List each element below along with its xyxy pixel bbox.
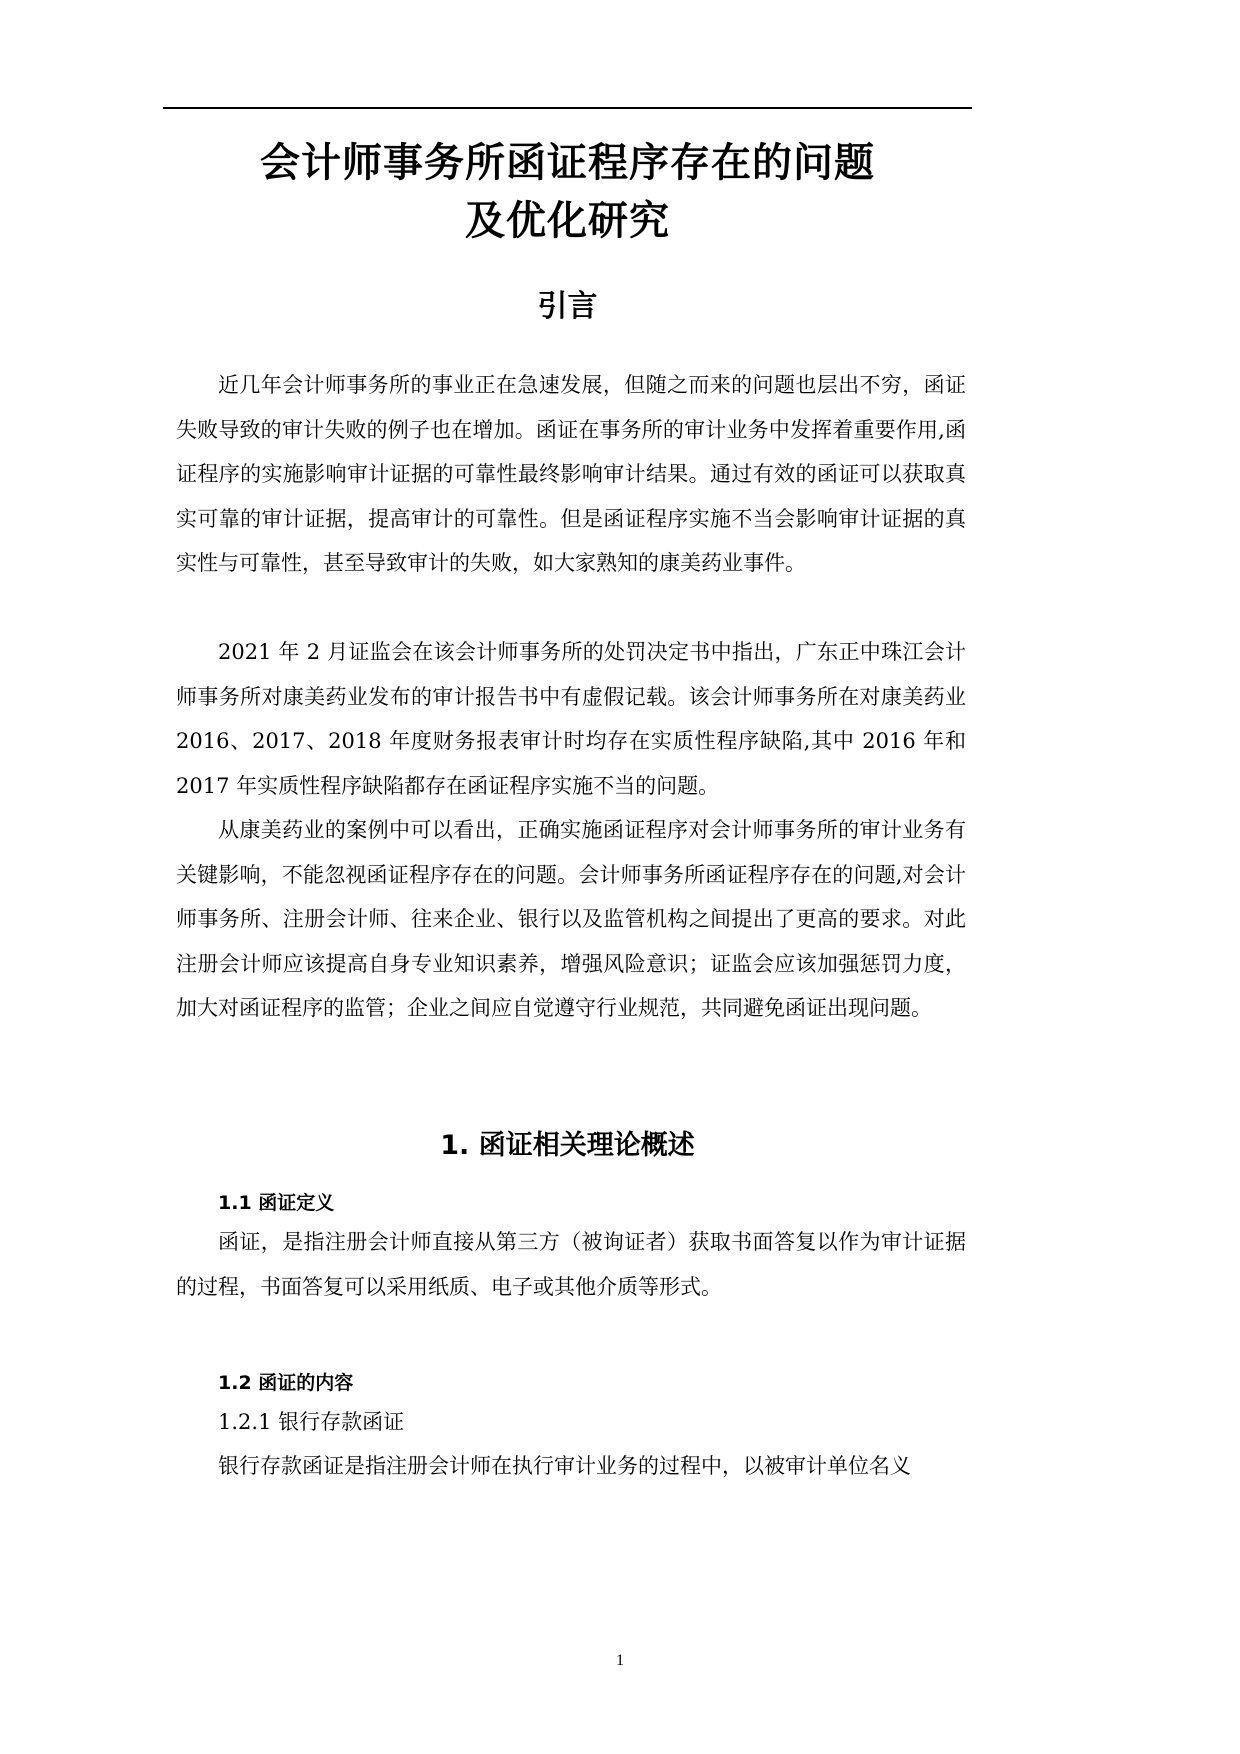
intro-heading: 引言 bbox=[537, 289, 598, 324]
bank-deposit-paragraph: 银行存款函证是指注册会计师在执行审计业务的过程中，以被审计单位名义 bbox=[218, 1454, 911, 1478]
subsection-1-2-heading: 1.2 函证的内容 bbox=[218, 1372, 354, 1394]
definition-paragraph: 函证，是指注册会计师直接从第三方（被询证者）获取书面答复以作为审计证据的过程，书面答复可以采用纸质、电子或其他介质等形式。 bbox=[176, 1230, 966, 1299]
subsection-1-2-1-heading: 1.2.1 银行存款函证 bbox=[218, 1410, 405, 1434]
page-number: 1 bbox=[616, 1652, 624, 1669]
intro-paragraph-1: 近几年会计师事务所的事业正在急速发展，但随之而来的问题也层出不穷，函证失败导致的审计失败的例子也在增加。函证在事务所的审计业务中发挥着重要作用,函证程序的实施影响审计证据的可靠性最终影响审计结果。通过有效的函证可以获取真实可靠的审计证据，提高审计的可靠性。但是函证程序实施不当会影响审计证据的真实性与可靠性，甚至导致审计的失败，如大家熟知的康美药业事件。 bbox=[176, 373, 966, 576]
intro-paragraph-2: 2021 年 2 月证监会在该会计师事务所的处罚决定书中指出，广东正中珠江会计师事务所对康美药业发布的审计报告书中有虚假记载。该会计师事务所在对康美药业 2016、2017、2018 年度财务报表审计时均存在实质性程序缺陷,其中 2016 年和 2017 年实质性程序缺陷都存在函证程序实施不当的问题。 bbox=[176, 640, 966, 798]
document-title-line-2: 及优化研究 bbox=[465, 198, 670, 244]
document-title-line-1: 会计师事务所函证程序存在的问题 bbox=[260, 140, 875, 186]
subsection-1-1-heading: 1.1 函证定义 bbox=[218, 1192, 335, 1214]
section-1-heading: 1. 函证相关理论概述 bbox=[440, 1130, 695, 1161]
intro-paragraph-3: 从康美药业的案例中可以看出，正确实施函证程序对会计师事务所的审计业务有关键影响，不能忽视函证程序存在的问题。会计师事务所函证程序存在的问题,对会计师事务所、注册会计师、往来企业、银行以及监管机构之间提出了更高的要求。对此注册会计师应该提高自身专业知识素养，增强风险意识；证监会应该加强惩罚力度，加大对函证程序的监管；企业之间应自觉遵守行业规范，共同避免函证出现问题。 bbox=[176, 818, 966, 1021]
header-rule bbox=[163, 107, 972, 109]
